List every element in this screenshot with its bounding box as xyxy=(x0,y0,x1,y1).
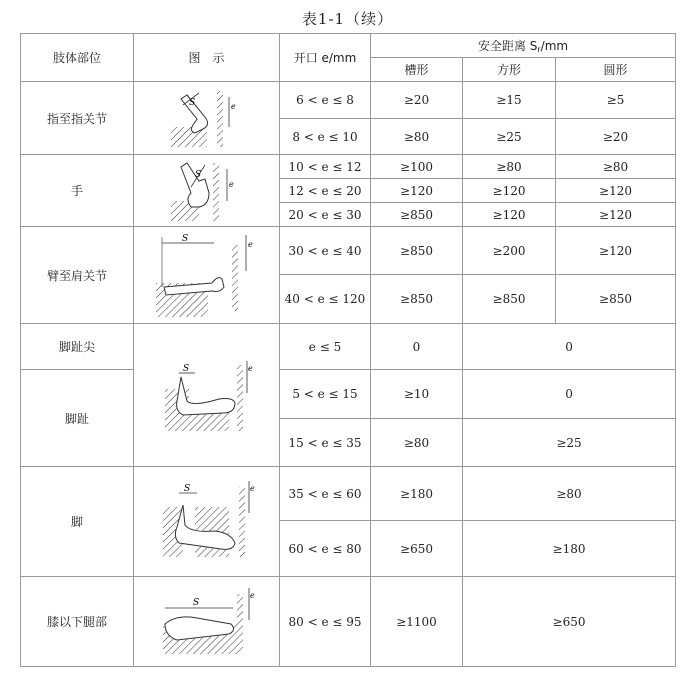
opening-cell: e ≤ 5 xyxy=(280,324,371,370)
slot-cell: ≥120 xyxy=(371,179,463,203)
round-cell: ≥5 xyxy=(556,82,676,119)
figure-foot xyxy=(134,467,280,577)
opening-cell: 60 < e ≤ 80 xyxy=(280,521,371,577)
figure-s-label: S xyxy=(194,169,201,180)
round-cell: ≥20 xyxy=(556,119,676,155)
square-round-cell: ≥180 xyxy=(463,521,676,577)
figure-e-label: e xyxy=(230,102,236,111)
header-safety-sub: r xyxy=(537,45,541,54)
slot-cell: ≥80 xyxy=(371,419,463,467)
slot-cell: 0 xyxy=(371,324,463,370)
square-round-cell: 0 xyxy=(463,370,676,419)
round-cell: ≥120 xyxy=(556,227,676,275)
slot-cell: ≥80 xyxy=(371,119,463,155)
figure-leg xyxy=(134,577,280,667)
limb-foot: 脚 xyxy=(21,467,134,577)
opening-cell: 80 < e ≤ 95 xyxy=(280,577,371,667)
figure-s-label: S xyxy=(182,364,189,374)
square-cell: ≥120 xyxy=(463,203,556,227)
slot-cell: ≥20 xyxy=(371,82,463,119)
square-cell: ≥200 xyxy=(463,227,556,275)
round-cell: ≥80 xyxy=(556,155,676,179)
limb-toe-tip: 脚趾尖 xyxy=(21,324,134,370)
limb-toe: 脚趾 xyxy=(21,370,134,467)
opening-cell: 30 < e ≤ 40 xyxy=(280,227,371,275)
header-opening: 开口 e/mm xyxy=(280,34,371,82)
figure-s-label: S xyxy=(188,98,195,108)
limb-leg: 膝以下腿部 xyxy=(21,577,134,667)
square-cell: ≥120 xyxy=(463,179,556,203)
table-caption: 表1-1（续） xyxy=(301,10,394,28)
opening-cell: 40 < e ≤ 120 xyxy=(280,275,371,324)
round-cell: ≥120 xyxy=(556,203,676,227)
opening-cell: 35 < e ≤ 60 xyxy=(280,467,371,521)
square-round-cell: ≥650 xyxy=(463,577,676,667)
round-cell: ≥850 xyxy=(556,275,676,324)
opening-cell: 6 < e ≤ 8 xyxy=(280,82,371,119)
slot-cell: ≥850 xyxy=(371,227,463,275)
slot-cell: ≥100 xyxy=(371,155,463,179)
opening-cell: 10 < e ≤ 12 xyxy=(280,155,371,179)
header-safety-distance xyxy=(371,34,676,58)
opening-cell: 12 < e ≤ 20 xyxy=(280,179,371,203)
figure-e-label: e xyxy=(249,590,255,600)
square-cell: ≥80 xyxy=(463,155,556,179)
figure-toe xyxy=(134,324,280,467)
header-limb: 肢体部位 xyxy=(21,34,134,82)
foot-diagram-icon xyxy=(157,477,257,567)
round-cell: ≥120 xyxy=(556,179,676,203)
figure-s-label: S xyxy=(183,483,190,494)
safety-distance-table xyxy=(20,33,676,667)
figure-e-label: e xyxy=(228,179,234,189)
slot-cell: ≥850 xyxy=(371,275,463,324)
opening-cell: 20 < e ≤ 30 xyxy=(280,203,371,227)
opening-cell: 5 < e ≤ 15 xyxy=(280,370,371,419)
toe-diagram-icon xyxy=(159,355,255,435)
header-figure: 图 示 xyxy=(134,34,280,82)
limb-fingertip: 指至指关节 xyxy=(21,82,134,155)
slot-cell: ≥850 xyxy=(371,203,463,227)
limb-arm: 臂至肩关节 xyxy=(21,227,134,324)
square-cell: ≥15 xyxy=(463,82,556,119)
header-safety-suffix: /mm xyxy=(540,39,569,53)
header-safety-prefix: 安全距离 S xyxy=(477,39,538,53)
leg-diagram-icon xyxy=(157,584,257,660)
square-round-cell: ≥25 xyxy=(463,419,676,467)
figure-arm xyxy=(134,227,280,324)
figure-e-label: e xyxy=(247,364,253,373)
slot-cell: ≥10 xyxy=(371,370,463,419)
square-round-cell: ≥80 xyxy=(463,467,676,521)
header-slot: 槽形 xyxy=(371,58,463,82)
square-round-cell: 0 xyxy=(463,324,676,370)
opening-cell: 8 < e ≤ 10 xyxy=(280,119,371,155)
slot-cell: ≥1100 xyxy=(371,577,463,667)
square-cell: ≥25 xyxy=(463,119,556,155)
limb-hand: 手 xyxy=(21,155,134,227)
slot-cell: ≥650 xyxy=(371,521,463,577)
figure-e-label: e xyxy=(249,483,255,493)
square-cell: ≥850 xyxy=(463,275,556,324)
figure-hand xyxy=(134,155,280,227)
header-round: 圆形 xyxy=(556,58,676,82)
figure-e-label: e xyxy=(247,240,253,249)
figure-fingertip xyxy=(134,82,280,155)
slot-cell: ≥180 xyxy=(371,467,463,521)
figure-s-label: S xyxy=(181,234,188,244)
hand-diagram-icon xyxy=(169,159,245,223)
header-square: 方形 xyxy=(463,58,556,82)
finger-diagram-icon xyxy=(167,87,247,149)
arm-diagram-icon xyxy=(152,231,262,319)
figure-s-label: S xyxy=(192,597,199,608)
opening-cell: 15 < e ≤ 35 xyxy=(280,419,371,467)
